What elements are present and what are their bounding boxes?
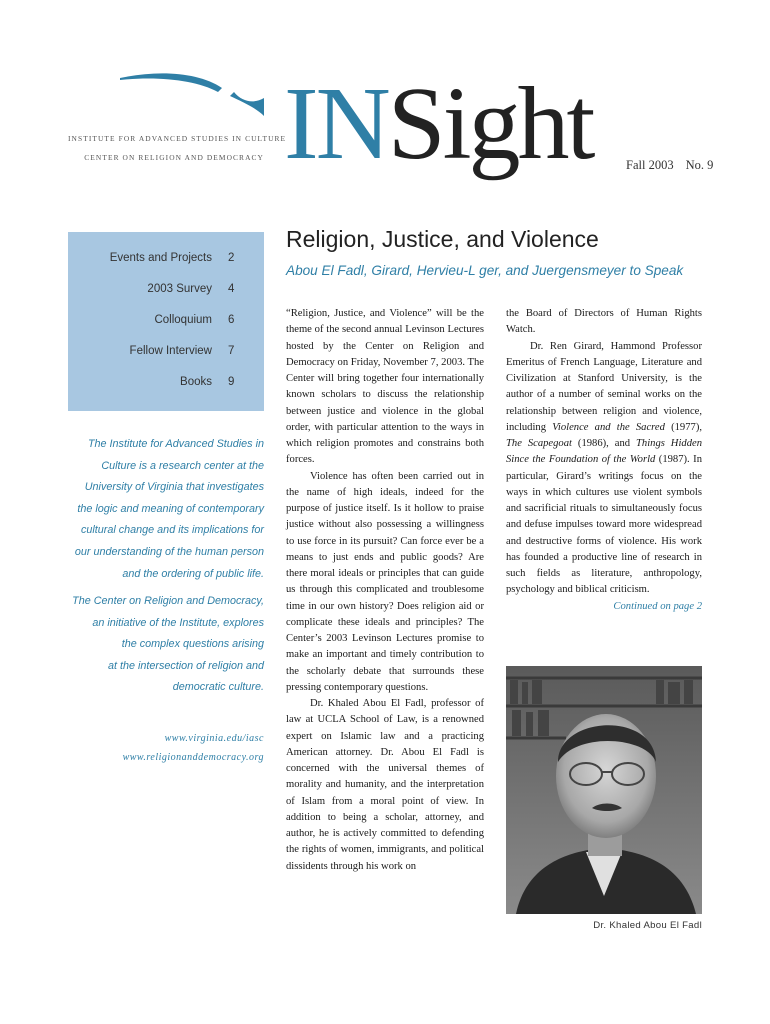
newsletter-title <box>284 66 593 181</box>
book-title: Violence and the Sacred <box>552 421 665 433</box>
toc-item-label[interactable]: 2003 Survey <box>147 283 212 295</box>
paragraph: the Board of Directors of Human Rights Watch. <box>506 308 702 336</box>
mission-line: University of Virginia that investigates <box>84 481 264 494</box>
continued-link[interactable]: Continued on page 2 <box>613 600 702 612</box>
mission-line: and the ordering of public life. <box>122 567 264 580</box>
toc-item-page: 2 <box>228 252 235 264</box>
toc-item-label[interactable]: Events and Projects <box>109 252 212 264</box>
mission-line: at the intersection of religion and <box>107 659 264 672</box>
paragraph-text: (1977), <box>664 421 703 433</box>
institute-mission <box>54 434 264 585</box>
toc-item-page: 9 <box>228 376 235 388</box>
paragraph: Violence has often been carried out in the name of high ideals, indeed for the purpose of justice itself. Is it hollow to praise justice without also possessing a willingness to use force in its pursuit? Can force ever be a means to just ends and public goods? Are there moral ideals or principles that can guide us through this complicated and troublesome time in our own history? Does religion aid or complicate these ideals and principles? The Center’s 2003 Levinson Lectures promise to make an important and timely contribution to the scholarly debate that surrounds these pressing contemporary questions. <box>286 470 484 693</box>
title-sight: Sight <box>387 66 593 181</box>
portrait-photo <box>506 666 702 914</box>
toc-item-page: 4 <box>228 283 235 295</box>
paragraph: Dr. Khaled Abou El Fadl, professor of law at UCLA School of Law, is a renowned expert on Islamic law and a practicing American attorney. Dr. Abou El Fadl is concerned with the universal themes of morality and humanity, and the interpretation of Islam from a moral point of view. In addition to being a scholar, attorney, and author, he is actively committed to defending the rights of women, immigrants, and political dissidents through his work on <box>286 698 484 872</box>
mission-line: the complex questions arising <box>121 638 264 651</box>
portrait-photo-image <box>506 666 702 914</box>
toc-item-page: 6 <box>228 314 235 326</box>
paragraph <box>506 339 702 599</box>
logo-swoosh-graphic <box>118 68 268 118</box>
paragraph: “Religion, Justice, and Violence” will be the theme of the second annual Levinson Lectures hosted by the Center on Religion and Democracy on Friday, November 7, 2003. The Center will bring together four internationally known scholars to discuss the relationship between justice and violence in the global order, with particular attention to the ways in which religion promotes and constrains both forces. <box>286 308 484 466</box>
book-title: Things Hidden Since the Foundation of the World <box>506 438 702 466</box>
mission-line: cultural change and its implications for <box>80 524 264 537</box>
center-name: CENTER ON RELIGION AND DEMOCRACY <box>84 153 264 162</box>
mission-line: democratic culture. <box>172 681 264 694</box>
title-in: IN <box>284 66 388 181</box>
crd-url-link[interactable]: www.religionanddemocracy.org <box>122 752 264 763</box>
toc-item-label[interactable]: Colloquium <box>154 314 212 326</box>
mission-line: The Center on Religion and Democracy, <box>72 595 264 607</box>
iasc-url-link[interactable]: www.virginia.edu/iasc <box>164 733 264 744</box>
issue-number: No. 9 <box>685 158 714 172</box>
institute-name: INSTITUTE FOR ADVANCED STUDIES IN CULTURE <box>68 134 287 143</box>
book-title: The Scapegoat <box>506 438 572 449</box>
paragraph-text: (1987). In particular, Girard’s writings focus on the ways in which cultures use violent symbols and sacrificial rituals to simultaneously focus and defuse impulses toward more widespread and destructive forms of violence. His work has founded a productive line of research in such fields as literature, anthropology, psychology and biblical criticism. <box>506 454 702 596</box>
toc-item-label[interactable]: Books <box>180 376 212 388</box>
article-headline: Religion, Justice, and Violence <box>286 226 599 252</box>
article-column-2 <box>506 306 702 615</box>
mission-line: the logic and meaning of contemporary <box>77 502 264 515</box>
mission-line: an initiative of the Institute, explores <box>92 616 264 629</box>
mission-line: The Institute for Advanced Studies in <box>87 438 264 450</box>
mission-line: our understanding of the human person <box>74 545 264 558</box>
article-column-1 <box>286 306 484 875</box>
paragraph-text: (1986), and <box>571 438 637 449</box>
mission-line: Culture is a research center at the <box>101 459 264 472</box>
paragraph-text: Dr. Ren Girard, Hammond Professor Emeritus of French Language, Literature and Civilization at Stanford University, is the author of a number of seminal works on the relationship between religion and violence, including <box>506 340 702 433</box>
table-of-contents <box>68 232 264 411</box>
issue-info <box>626 158 725 173</box>
toc-item-label[interactable]: Fellow Interview <box>129 345 212 357</box>
photo-caption: Dr. Khaled Abou El Fadl <box>593 920 702 931</box>
issue-season: Fall 2003 <box>626 158 674 172</box>
center-mission <box>54 591 264 699</box>
article-subhead: Abou El Fadl, Girard, Hervieu-L ger, and Juergensmeyer to Speak <box>286 263 684 278</box>
toc-item-page: 7 <box>228 345 235 357</box>
